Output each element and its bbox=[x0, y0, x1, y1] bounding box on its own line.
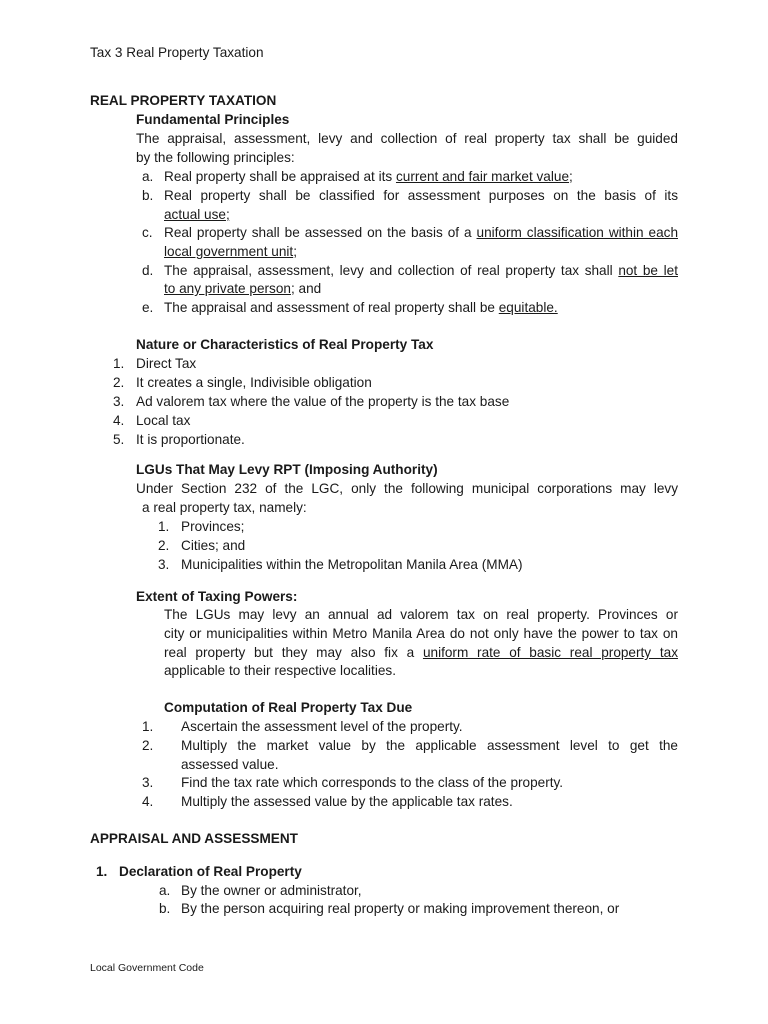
list-marker: 1. bbox=[113, 356, 125, 371]
list-marker: 1. bbox=[96, 864, 108, 879]
subheading-fundamental-principles: Fundamental Principles bbox=[136, 112, 290, 127]
principle-b-line2 bbox=[164, 206, 230, 224]
lgus-intro-line1: Under Section 232 of the LGC, only the following municipal corporations may levy bbox=[136, 481, 678, 496]
list-marker: 1. bbox=[158, 519, 170, 534]
list-marker: d. bbox=[142, 263, 154, 278]
computation-step-1: Ascertain the assessment level of the property. bbox=[181, 719, 463, 734]
subheading-extent: Extent of Taxing Powers: bbox=[136, 589, 298, 604]
list-marker: 2. bbox=[158, 538, 170, 553]
principle-c-punct: ; bbox=[293, 244, 297, 259]
extent-line4: applicable to their respective localities. bbox=[164, 663, 396, 678]
principle-b-underlined: actual use bbox=[164, 207, 226, 222]
computation-step-3: Find the tax rate which corresponds to the class of the property. bbox=[181, 775, 564, 790]
subheading-computation: Computation of Real Property Tax Due bbox=[164, 700, 413, 715]
declaration-item-a: By the owner or administrator, bbox=[181, 883, 362, 898]
lgus-intro-line2: a real property tax, namely: bbox=[142, 500, 307, 515]
principle-e-underlined: equitable. bbox=[498, 300, 558, 315]
principle-a-text: Real property shall be appraised at its bbox=[164, 169, 396, 184]
extent-line3-text: real property but they may also fix a bbox=[164, 645, 423, 660]
extent-line2: city or municipalities within Metro Manila Area do not only have the power to tax on bbox=[164, 626, 678, 641]
list-marker: 4. bbox=[113, 413, 125, 428]
list-marker: a. bbox=[159, 883, 171, 898]
principle-c-text: Real property shall be assessed on the basis of a bbox=[164, 225, 477, 240]
subheading-declaration: Declaration of Real Property bbox=[119, 864, 302, 879]
principle-b-punct: ; bbox=[225, 207, 230, 222]
principle-e bbox=[164, 299, 558, 317]
principle-d-line1 bbox=[164, 262, 678, 280]
section-heading-appraisal-assessment: APPRAISAL AND ASSESSMENT bbox=[90, 831, 298, 846]
principle-c-underlined: uniform classification within each bbox=[476, 225, 678, 240]
principle-d-underlined: not be let bbox=[618, 263, 678, 278]
page-footer: Local Government Code bbox=[90, 962, 204, 974]
list-marker: 2. bbox=[113, 375, 125, 390]
principle-a bbox=[164, 168, 573, 186]
list-marker: 3. bbox=[158, 557, 170, 572]
principle-a-underlined: current and fair market value bbox=[395, 169, 570, 184]
extent-line3-underlined: uniform rate of basic real property tax bbox=[422, 645, 678, 660]
computation-step-4: Multiply the assessed value by the applicable tax rates. bbox=[181, 794, 513, 809]
list-item: Ad valorem tax where the value of the property is the tax base bbox=[136, 394, 510, 409]
principle-d-punct: ; and bbox=[290, 281, 322, 296]
list-marker: 5. bbox=[113, 432, 125, 447]
principle-e-text: The appraisal and assessment of real property shall be bbox=[164, 300, 499, 315]
extent-line1: The LGUs may levy an annual ad valorem tax on real property. Provinces or bbox=[164, 607, 678, 622]
section-heading-real-property-taxation: REAL PROPERTY TAXATION bbox=[90, 93, 277, 108]
list-marker: c. bbox=[142, 225, 153, 240]
page-header: Tax 3 Real Property Taxation bbox=[90, 45, 264, 60]
principle-a-punct: ; bbox=[569, 169, 573, 184]
list-marker: 1. bbox=[142, 719, 154, 734]
list-marker: b. bbox=[142, 188, 154, 203]
list-marker: 3. bbox=[113, 394, 125, 409]
list-marker: b. bbox=[159, 901, 171, 916]
list-marker: 3. bbox=[142, 775, 154, 790]
list-item: Provinces; bbox=[181, 519, 245, 534]
list-item: Municipalities within the Metropolitan Manila Area (MMA) bbox=[181, 557, 523, 572]
principle-b-line1: Real property shall be classified for assessment purposes on the basis of its bbox=[164, 188, 678, 203]
list-marker: 4. bbox=[142, 794, 154, 809]
principle-d-line2 bbox=[164, 280, 321, 298]
fundamental-intro-line2: by the following principles: bbox=[136, 150, 295, 165]
list-item: Direct Tax bbox=[136, 356, 197, 371]
extent-line3 bbox=[164, 644, 678, 662]
principle-c-line2 bbox=[164, 243, 297, 261]
principle-c-line1 bbox=[164, 224, 678, 242]
declaration-item-b: By the person acquiring real property or making improvement thereon, or bbox=[181, 901, 620, 916]
list-marker: 2. bbox=[142, 738, 154, 753]
list-item: It is proportionate. bbox=[136, 432, 245, 447]
principle-d-text: The appraisal, assessment, levy and collection of real property tax shall bbox=[164, 263, 619, 278]
list-item: It creates a single, Indivisible obligation bbox=[136, 375, 372, 390]
list-marker: a. bbox=[142, 169, 154, 184]
principle-c-underlined-2: local government unit bbox=[164, 244, 294, 259]
computation-step-2-line1: Multiply the market value by the applicable assessment level to get the bbox=[181, 738, 678, 753]
subheading-lgus: LGUs That May Levy RPT (Imposing Authority) bbox=[136, 462, 438, 477]
list-marker: e. bbox=[142, 300, 154, 315]
principle-d-underlined-2: to any private person bbox=[164, 281, 291, 296]
list-item: Local tax bbox=[136, 413, 191, 428]
computation-step-2-line2: assessed value. bbox=[181, 757, 279, 772]
subheading-nature: Nature or Characteristics of Real Property Tax bbox=[136, 337, 434, 352]
fundamental-intro-line1: The appraisal, assessment, levy and collection of real property tax shall be guided bbox=[136, 131, 678, 146]
list-item: Cities; and bbox=[181, 538, 246, 553]
